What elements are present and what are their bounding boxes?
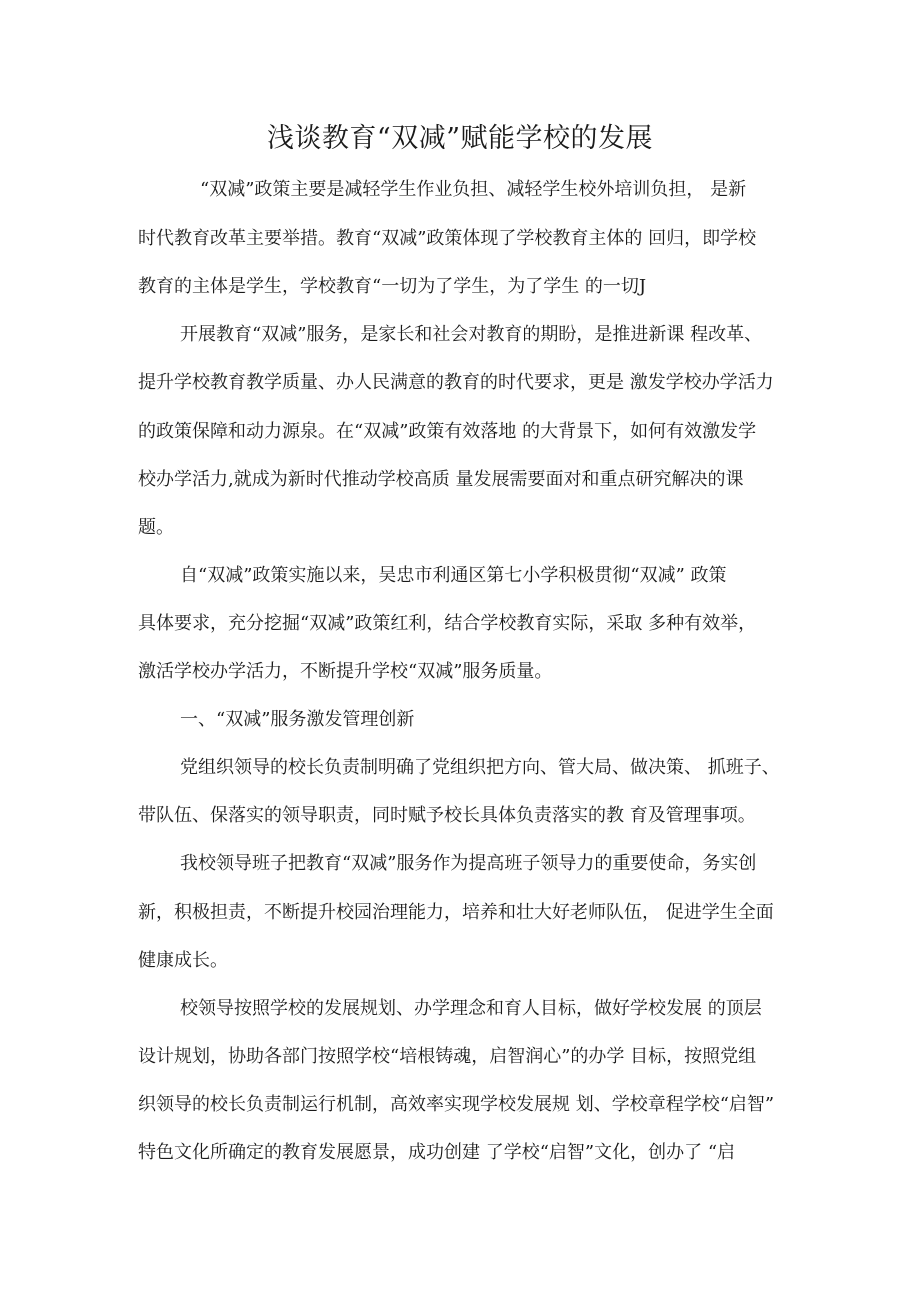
paragraph-line: 激活学校办学活力，不断提升学校“双减”服务质量。 [138, 661, 553, 682]
paragraph-line: 的政策保障和动力源泉。在“双减”政策有效落地 的大背景下，如何有效激发学 [138, 421, 757, 442]
paragraph-line: 题。 [138, 517, 174, 538]
paragraph-line: 教育的主体是学生，学校教育“一切为了学生，为了学生 的一切J [138, 276, 647, 297]
paragraph-line: 新，积极担责，不断提升校园治理能力，培养和壮大好老师队伍， 促进学生全面 [138, 902, 774, 923]
section-heading: 一、“双减”服务激发管理创新 [180, 709, 415, 730]
paragraph-line: 自“双减”政策实施以来，吴忠市利通区第七小学积极贯彻“双减” 政策 [180, 565, 727, 586]
paragraph-line: 特色文化所确定的教育发展愿景，成功创建 了学校“启智”文化，创办了 “启 [138, 1142, 736, 1163]
paragraph-line: 提升学校教育教学质量、办人民满意的教育的时代要求，更是 激发学校办学活力 [138, 372, 774, 393]
paragraph-line: 设计规划，协助各部门按照学校“培根铸魂，启智润心”的办学 目标，按照党组 [138, 1046, 757, 1067]
paragraph-line: 织领导的校长负责制运行机制，高效率实现学校发展规 划、学校章程学校“启智” [138, 1094, 775, 1115]
document-title: 浅谈教育“双减”赋能学校的发展 [266, 123, 654, 154]
paragraph-line: 时代教育改革主要举措。教育“双减”政策体现了学校教育主体的 回归，即学校 [138, 228, 757, 249]
paragraph-line: 健康成长。 [138, 950, 228, 971]
paragraph-line: 我校领导班子把教育“双减”服务作为提高班子领导力的重要使命，务实创 [180, 853, 757, 874]
paragraph-line: 校领导按照学校的发展规划、办学理念和育人目标，做好学校发展 的顶层 [180, 998, 762, 1019]
paragraph-line: 带队伍、保落实的领导职责，同时赋予校长具体负责落实的教 育及管理事项。 [138, 805, 756, 826]
paragraph-line: 校办学活力,就成为新时代推动学校高质 量发展需要面对和重点研究解决的课 [138, 469, 744, 490]
paragraph-line: “双减”政策主要是减轻学生作业负担、减轻学生校外培训负担， 是新 [200, 179, 747, 200]
paragraph-line: 开展教育“双减”服务，是家长和社会对教育的期盼，是推进新课 程改革、 [180, 324, 763, 345]
paragraph-line: 具体要求，充分挖掘“双减”政策红利，结合学校教育实际，采取 多种有效举， [138, 613, 757, 634]
paragraph-line: 党组织领导的校长负责制明确了党组织把方向、管大局、做决策、 抓班子、 [180, 757, 780, 778]
